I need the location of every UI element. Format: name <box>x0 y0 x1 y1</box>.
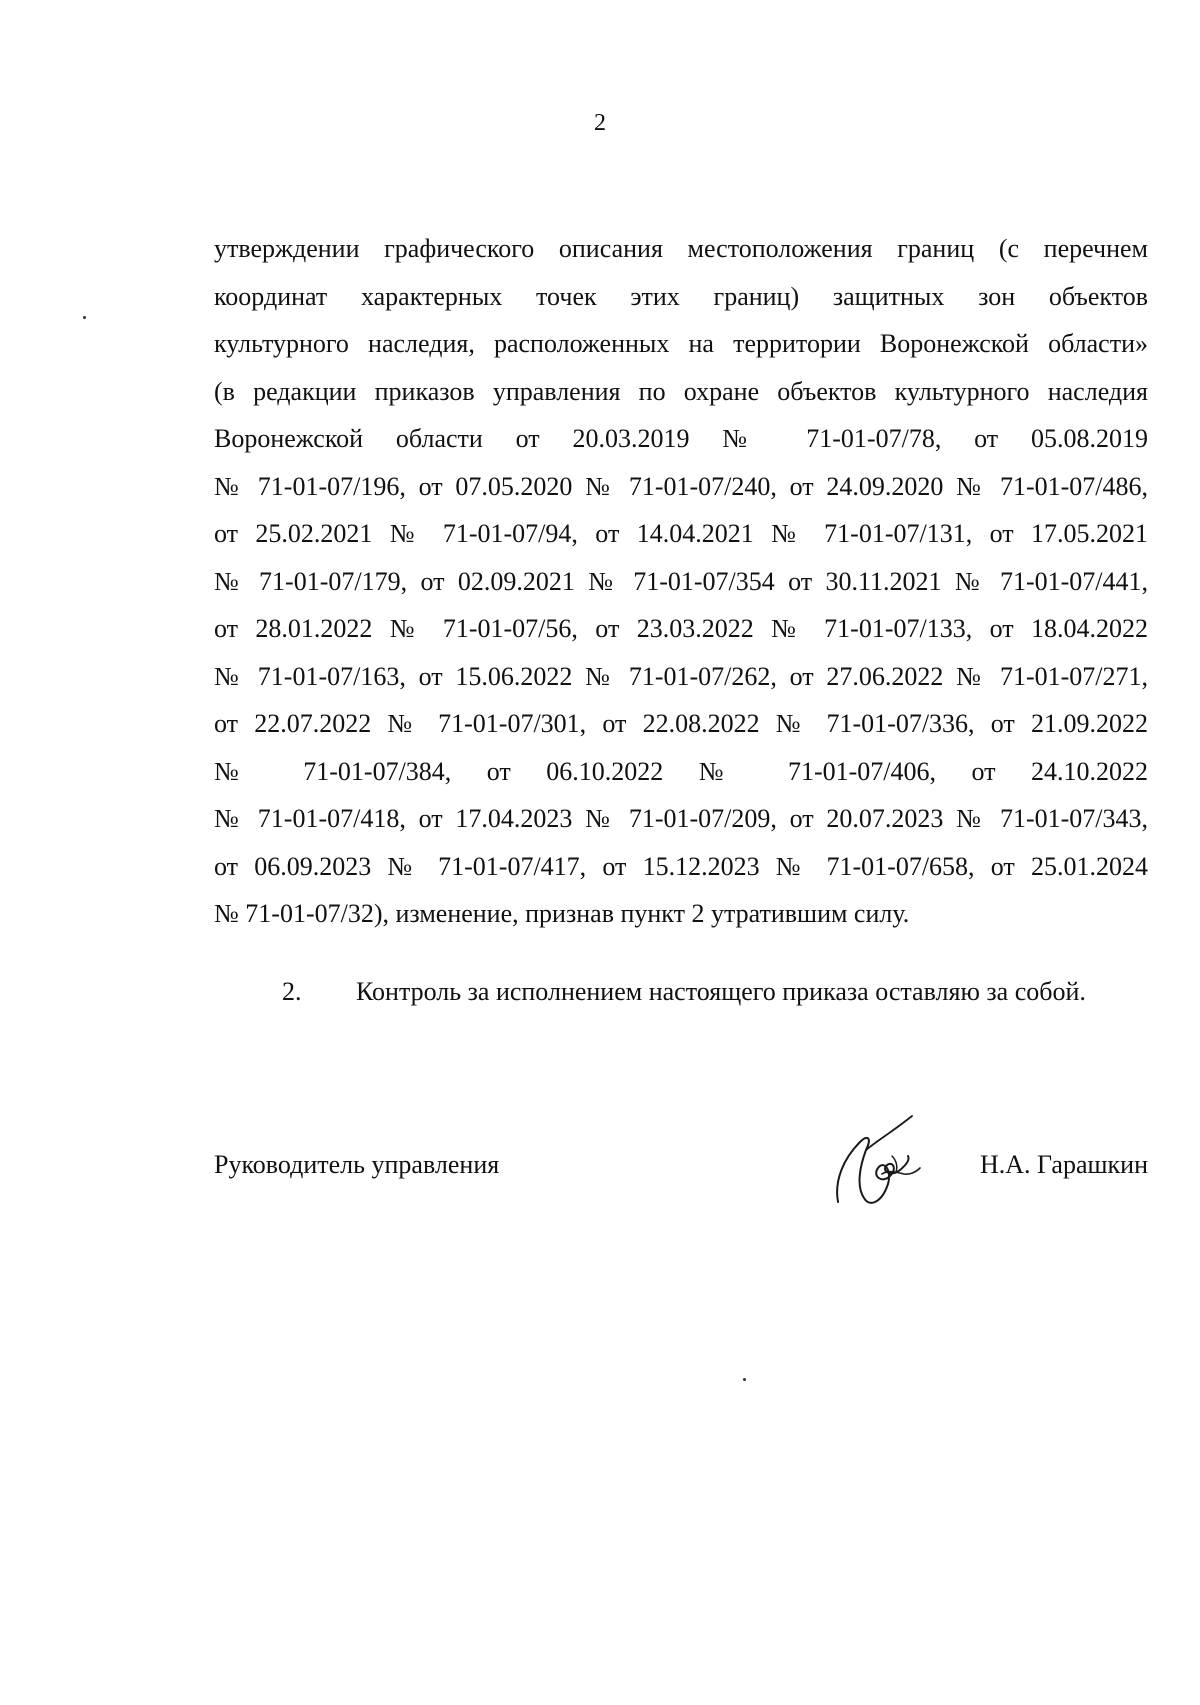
signatory-position: Руководитель управления <box>214 1150 500 1179</box>
paragraph-line: от 22.07.2022 № 71-01-07/301, от 22.08.2022 № 71-01-07/336, от 21.09.2022 <box>214 709 1148 738</box>
paragraph-line: от 28.01.2022 № 71-01-07/56, от 23.03.2022 № 71-01-07/133, от 18.04.2022 <box>214 614 1148 643</box>
paragraph-line: культурного наследия, расположенных на территории Воронежской области» <box>214 329 1148 358</box>
paragraph-line: Воронежской области от 20.03.2019 № 71-01-07/78, от 05.08.2019 <box>214 424 1148 453</box>
paragraph-line: от 25.02.2021 № 71-01-07/94, от 14.04.2021 № 71-01-07/131, от 17.05.2021 <box>214 519 1148 548</box>
paragraph-line: № 71-01-07/384, от 06.10.2022 № 71-01-07/406, от 24.10.2022 <box>214 756 1148 786</box>
paragraph-line: № 71-01-07/163, от 15.06.2022 № 71-01-07/262, от 27.06.2022 № 71-01-07/271, <box>214 661 1148 691</box>
list-item-2 <box>214 968 1148 1016</box>
paragraph-line: от 06.09.2023 № 71-01-07/417, от 15.12.2023 № 71-01-07/658, от 25.01.2024 <box>214 851 1148 881</box>
list-item-text: Контроль за исполнением настоящего приказа оставляю за собой. <box>356 977 1086 1006</box>
paragraph-line: № 71-01-07/32), изменение, признав пункт 2 утратившим силу. <box>214 899 910 928</box>
scan-speck <box>83 316 86 319</box>
page-number: 2 <box>594 110 606 136</box>
paragraph-line: № 71-01-07/196, от 07.05.2020 № 71-01-07/240, от 24.09.2020 № 71-01-07/486, <box>214 471 1148 501</box>
paragraph-line: № 71-01-07/418, от 17.04.2023 № 71-01-07/209, от 20.07.2023 № 71-01-07/343, <box>214 804 1148 833</box>
paragraph-line: № 71-01-07/179, от 02.09.2021 № 71-01-07/354 от 30.11.2021 № 71-01-07/441, <box>214 566 1148 596</box>
scan-speck <box>743 1378 746 1381</box>
paragraph-line: утверждении графического описания местоположения границ (с перечнем <box>214 234 1148 263</box>
handwritten-signature <box>826 1110 936 1220</box>
paragraph-line: (в редакции приказов управления по охране объектов культурного наследия <box>214 376 1148 406</box>
signatory-name: Н.А. Гарашкин <box>980 1150 1148 1179</box>
signature-block <box>214 1150 1148 1270</box>
list-item-number: 2. <box>282 977 302 1006</box>
amendment-paragraph <box>214 225 1148 938</box>
paragraph-line: координат характерных точек этих границ) защитных зон объектов <box>214 281 1148 311</box>
